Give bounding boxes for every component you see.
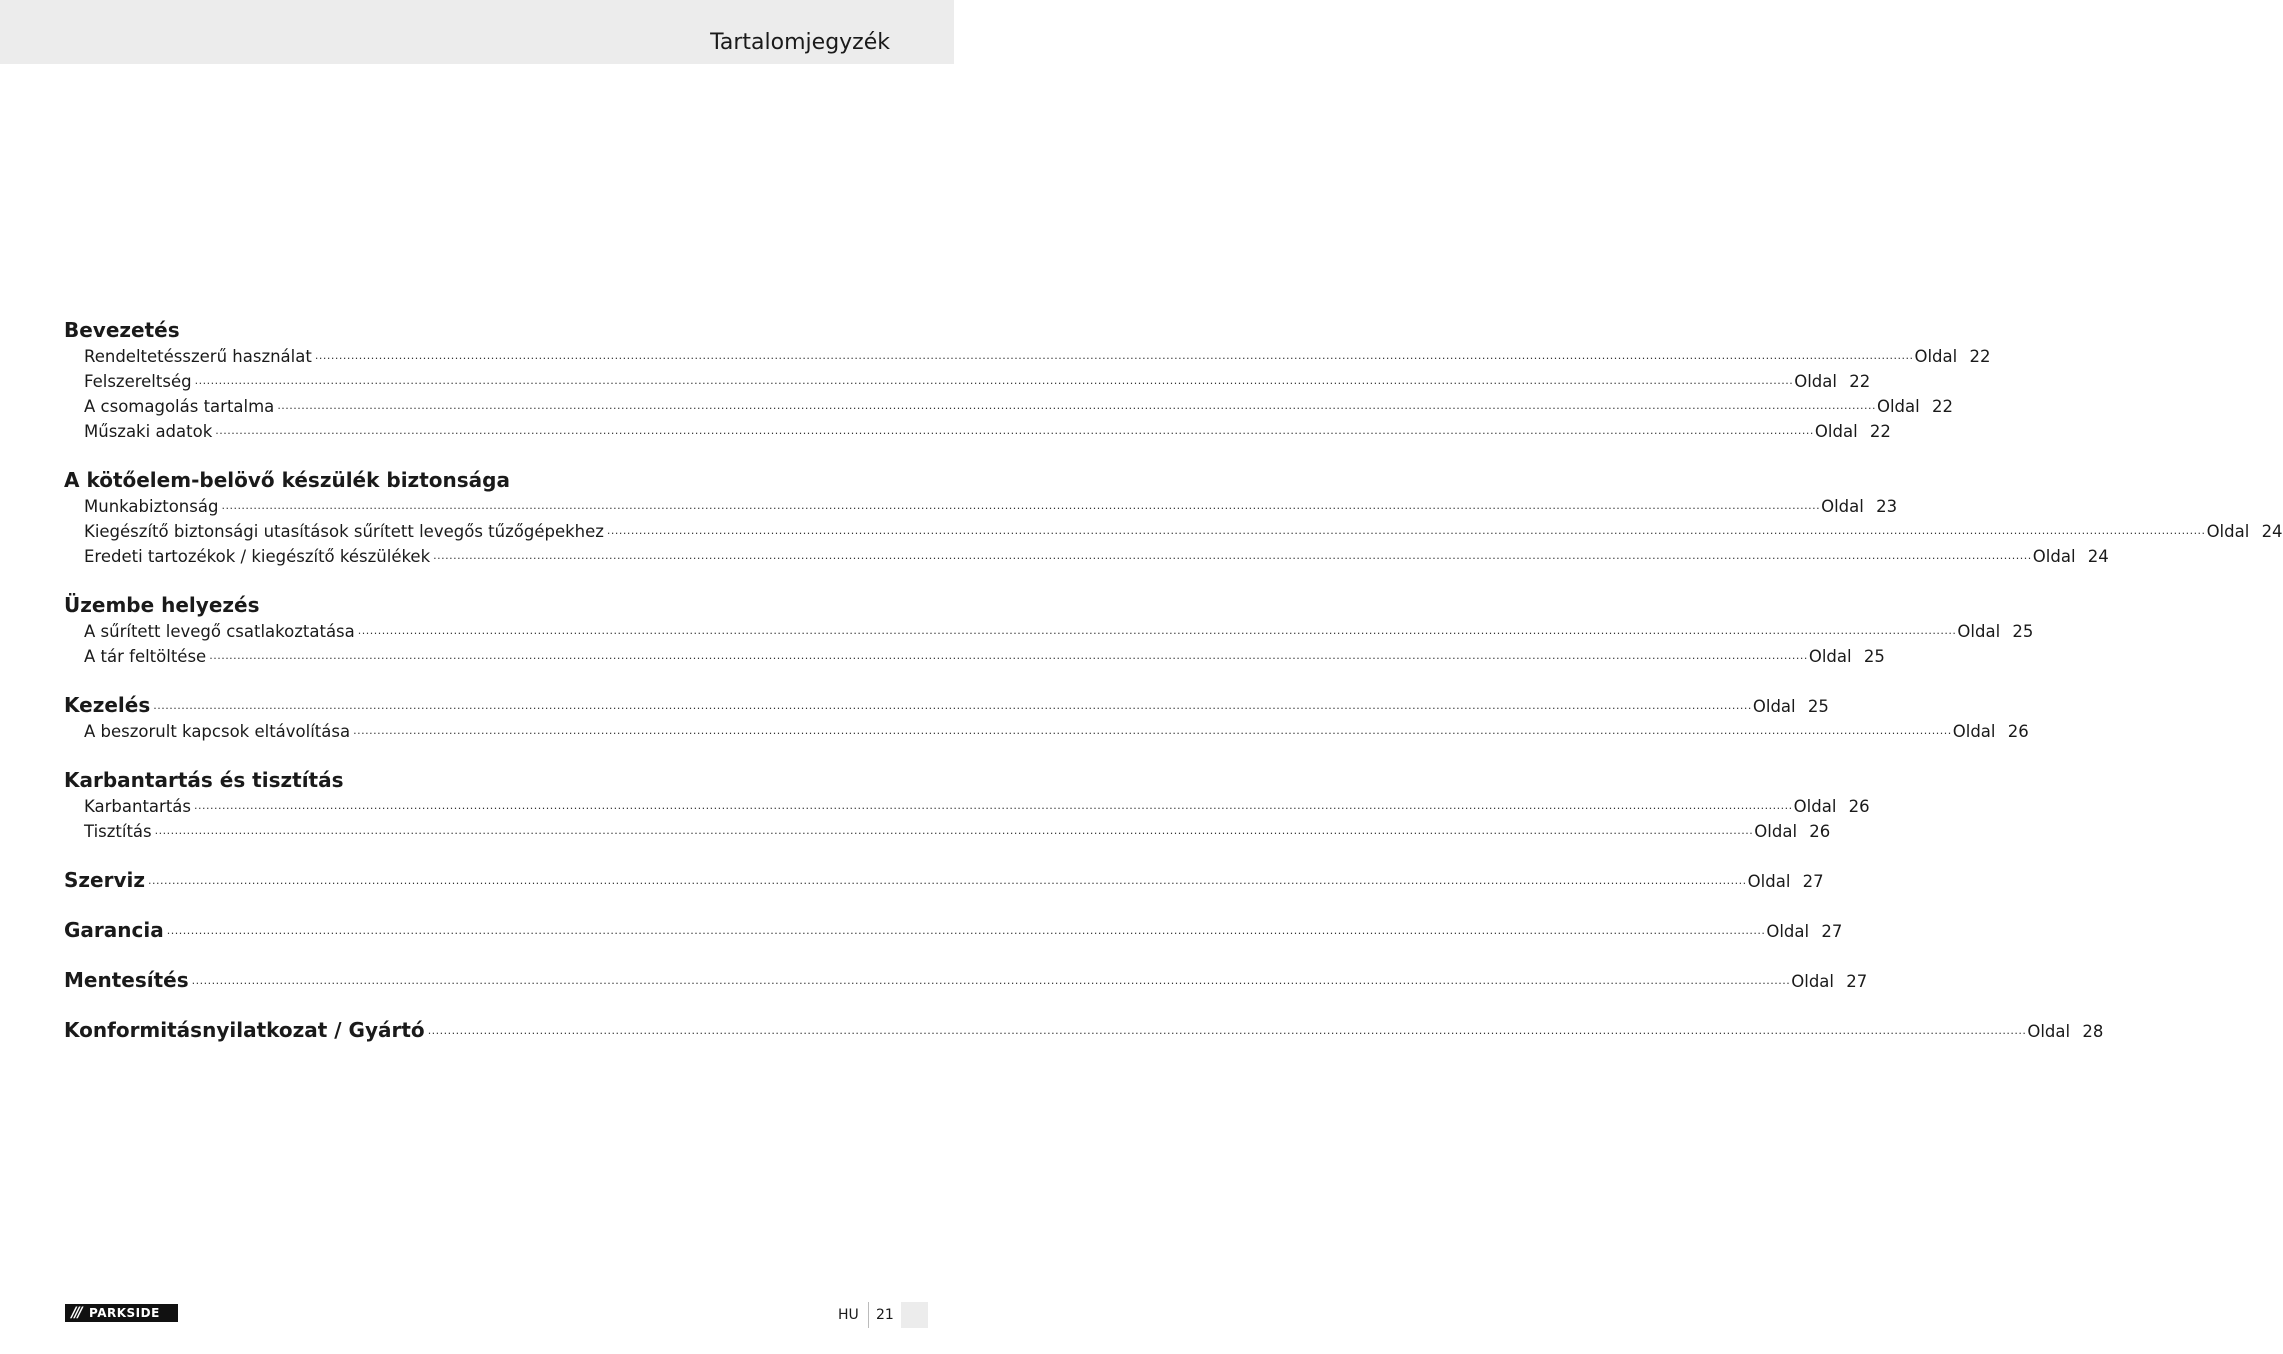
- toc-heading-karbantartas[interactable]: [64, 763, 890, 793]
- dot-leader: ................................................................................................................................................................................................................................................................................................................................................................................................................: [353, 724, 1952, 737]
- toc-entry-page: [1794, 796, 1870, 818]
- page-number: 22: [1969, 347, 1991, 366]
- toc-entry-page: [2033, 546, 2109, 568]
- dot-leader: ................................................................................................................................................................................................................................................................................................................................................................................................................: [221, 499, 1821, 512]
- language-code: HU: [838, 1307, 859, 1323]
- page-prefix: Oldal: [2032, 547, 2076, 566]
- toc-heading-konformitas[interactable]: [64, 1013, 2104, 1043]
- toc-entry-label: Kiegészítő biztonsági utasítások sűrített levegős tűzőgépekhez: [84, 522, 604, 541]
- toc-heading-label: Kezelés: [64, 693, 151, 717]
- dot-leader: ................................................................................................................................................................................................................................................................................................................................................................................................................: [194, 799, 1793, 812]
- dot-leader: ................................................................................................................................................................................................................................................................................................................................................................................................................: [194, 374, 1794, 387]
- page-prefix: Oldal: [2027, 1022, 2071, 1041]
- page-prefix: Oldal: [1793, 797, 1837, 816]
- toc-entry-label: Munkabiztonság: [84, 497, 219, 516]
- toc-heading-label: Szerviz: [64, 868, 146, 892]
- page-number: 22: [1849, 372, 1871, 391]
- toc-entry-page: [1877, 396, 1953, 418]
- page-prefix: Oldal: [1876, 397, 1920, 416]
- page-title: Tartalomjegyzék: [710, 30, 890, 55]
- dot-leader: ................................................................................................................................................................................................................................................................................................................................................................................................................: [433, 549, 2032, 562]
- page-number: 24: [2087, 547, 2109, 566]
- toc-entry-page: [2207, 521, 2283, 543]
- toc-entry[interactable]: [64, 818, 1831, 843]
- toc-heading-page: [1753, 696, 1829, 718]
- page-prefix: Oldal: [1794, 372, 1837, 391]
- page-number: 25: [1863, 647, 1885, 666]
- page-prefix: Oldal: [1752, 697, 1796, 716]
- page-number: 27: [1802, 872, 1824, 891]
- page-prefix: Oldal: [1952, 722, 1996, 741]
- toc-heading-page: [1791, 971, 1867, 993]
- toc-heading-page: [1766, 921, 1842, 943]
- toc-heading-label: Karbantartás és tisztítás: [64, 768, 344, 792]
- toc-entry-label: Felszereltség: [84, 372, 192, 391]
- toc-heading-mentesites[interactable]: [64, 963, 1868, 993]
- toc-entry-page: [1953, 721, 2029, 743]
- dot-leader: ................................................................................................................................................................................................................................................................................................................................................................................................................: [154, 824, 1754, 837]
- toc-heading-szerviz[interactable]: [64, 863, 1824, 893]
- toc-entry[interactable]: [64, 418, 1891, 443]
- dot-leader: ................................................................................................................................................................................................................................................................................................................................................................................................................: [277, 399, 1876, 412]
- dot-leader: ................................................................................................................................................................................................................................................................................................................................................................................................................: [153, 699, 1752, 712]
- toc-heading-page: [1748, 871, 1824, 893]
- toc-entry[interactable]: [64, 518, 2283, 543]
- dot-leader: ................................................................................................................................................................................................................................................................................................................................................................................................................: [166, 924, 1766, 937]
- toc-heading-page: [2027, 1021, 2103, 1043]
- page-prefix: Oldal: [1814, 422, 1858, 441]
- toc-heading-label: Bevezetés: [64, 318, 180, 342]
- page-number: 23: [1876, 497, 1898, 516]
- footer-divider: [868, 1302, 869, 1328]
- toc-entry-label: A tár feltöltése: [84, 647, 207, 666]
- page-number: 25: [1807, 697, 1829, 716]
- toc-heading-biztonsag[interactable]: [64, 463, 890, 493]
- toc-entry-page: [1754, 821, 1830, 843]
- toc-entry-label: Karbantartás: [84, 797, 192, 816]
- page-prefix: Oldal: [1791, 972, 1835, 991]
- dot-leader: ................................................................................................................................................................................................................................................................................................................................................................................................................: [427, 1024, 2027, 1037]
- page-prefix: Oldal: [1766, 922, 1810, 941]
- toc-entry[interactable]: [64, 343, 1991, 368]
- toc-heading-kezeles[interactable]: [64, 688, 1829, 718]
- dot-leader: ................................................................................................................................................................................................................................................................................................................................................................................................................: [314, 349, 1914, 362]
- toc-entry[interactable]: [64, 718, 2029, 743]
- toc-entry[interactable]: [64, 618, 2034, 643]
- toc-entry-label: A beszorult kapcsok eltávolítása: [84, 722, 351, 741]
- page-prefix: Oldal: [1747, 872, 1791, 891]
- dot-leader: ................................................................................................................................................................................................................................................................................................................................................................................................................: [215, 424, 1814, 437]
- toc-entry-page: [1815, 421, 1891, 443]
- page-prefix: Oldal: [1754, 822, 1798, 841]
- page-prefix: Oldal: [1957, 622, 2001, 641]
- page-number: 27: [1846, 972, 1868, 991]
- dot-leader: ................................................................................................................................................................................................................................................................................................................................................................................................................: [357, 624, 1957, 637]
- page-number: 28: [2082, 1022, 2104, 1041]
- page-number: 24: [2261, 522, 2283, 541]
- logo-slashes: ///: [71, 1305, 81, 1321]
- toc-entry[interactable]: [64, 543, 2109, 568]
- page-prefix: Oldal: [1914, 347, 1958, 366]
- toc-heading-label: Üzembe helyezés: [64, 593, 260, 617]
- toc-heading-label: Mentesítés: [64, 968, 189, 992]
- toc-entry-label: Eredeti tartozékok / kiegészítő készülékek: [84, 547, 431, 566]
- footer-tab: [901, 1302, 928, 1328]
- toc-heading-uzembe-helyezes[interactable]: [64, 588, 890, 618]
- toc-entry[interactable]: [64, 793, 1870, 818]
- toc-entry-page: [1914, 346, 1990, 368]
- toc-entry-label: A csomagolás tartalma: [84, 397, 275, 416]
- toc-entry-label: Műszaki adatok: [84, 422, 213, 441]
- dot-leader: ................................................................................................................................................................................................................................................................................................................................................................................................................: [606, 524, 2206, 537]
- page-prefix: Oldal: [1808, 647, 1852, 666]
- page-number: 27: [1821, 922, 1843, 941]
- toc-heading-label: A kötőelem-belövő készülék biztonsága: [64, 468, 510, 492]
- dot-leader: ................................................................................................................................................................................................................................................................................................................................................................................................................: [191, 974, 1791, 987]
- page-number: 25: [2012, 622, 2034, 641]
- toc-entry-page: [1957, 621, 2033, 643]
- dot-leader: ................................................................................................................................................................................................................................................................................................................................................................................................................: [148, 874, 1747, 887]
- page-number: 26: [1848, 797, 1870, 816]
- page-prefix: Oldal: [1821, 497, 1864, 516]
- page-number: 26: [1809, 822, 1831, 841]
- page-number: 22: [1869, 422, 1891, 441]
- toc-entry[interactable]: [64, 368, 1871, 393]
- toc-entry-page: [1794, 371, 1870, 393]
- toc-entry-page: [1809, 646, 1885, 668]
- page-prefix: Oldal: [2206, 522, 2250, 541]
- toc-heading-label: Garancia: [64, 918, 164, 942]
- logo-text: PARKSIDE: [89, 1306, 160, 1320]
- dot-leader: ................................................................................................................................................................................................................................................................................................................................................................................................................: [209, 649, 1808, 662]
- toc-entry-label: Tisztítás: [84, 822, 152, 841]
- page-number: 26: [2007, 722, 2029, 741]
- page-number: 22: [1931, 397, 1953, 416]
- parkside-logo: [65, 1304, 178, 1322]
- toc-entry-label: Rendeltetésszerű használat: [84, 347, 312, 366]
- toc-entry[interactable]: [64, 393, 1953, 418]
- toc-heading-label: Konformitásnyilatkozat / Gyártó: [64, 1018, 425, 1042]
- toc-entry[interactable]: [64, 643, 1885, 668]
- toc-heading-garancia[interactable]: [64, 913, 1843, 943]
- toc-heading-bevezetes[interactable]: [64, 313, 890, 343]
- toc-entry[interactable]: [64, 493, 1898, 518]
- toc-entry-page: [1821, 496, 1897, 518]
- toc-entry-label: A sűrített levegő csatlakoztatása: [84, 622, 355, 641]
- page-number: 21: [876, 1307, 894, 1323]
